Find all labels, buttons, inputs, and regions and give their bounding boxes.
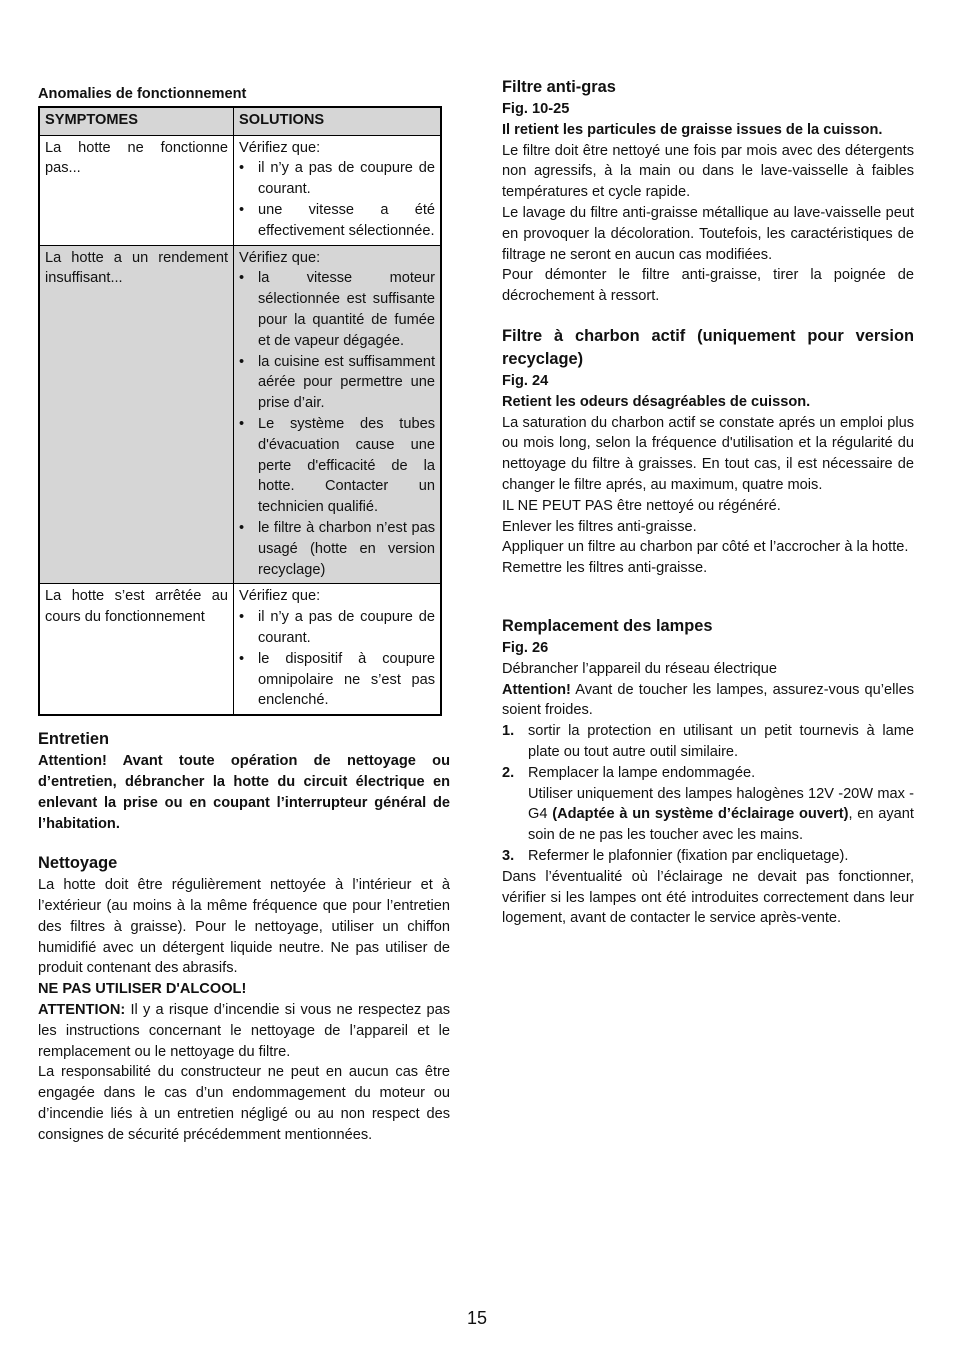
nettoyage-responsibility: La responsabilité du constructeur ne peut en aucun cas être engagée dans le cas d’un endommagement du moteur ou d’incendie liés à un entretien négligé ou au non respect des consignes de sécurité précédemment mentionnées.: [38, 1064, 450, 1143]
nettoyage-heading: Nettoyage: [38, 854, 118, 873]
header-solutions: SOLUTIONS: [234, 107, 442, 135]
solution-item: • le dispositif à coupure omnipolaire ne s’est pas enclenché.: [239, 649, 435, 711]
table-title: Anomalies de fonctionnement: [38, 86, 247, 102]
filtre-gras-paragraph: Le lavage du filtre anti-graisse métallique au lave-vaisselle peut en provoquer la décoloration. Toutefois, les caractéristiques de filtrage ne seront en aucun cas modifiées.: [502, 204, 914, 263]
solution-intro: Vérifiez que:: [239, 249, 321, 266]
filtre-charbon-paragraph: La saturation du charbon actif se constate aprés un emploi plus ou mois long, selon la fréquence d'utilisation et la régularité du nettoyage du filtre à graisses. En tout cas, il est nécessaire de changer le filtre aprés, au maximum, quatre mois.: [502, 414, 914, 493]
solution-item: • le filtre à charbon n’est pas usagé (hotte en version recyclage): [239, 518, 435, 580]
solution-cell: [234, 135, 442, 245]
nettoyage-attention: [38, 1000, 450, 1062]
attention-label: ATTENTION:: [38, 1002, 126, 1019]
solution-intro: Vérifiez que:: [239, 139, 321, 156]
filtre-charbon-paragraph: Remettre les filtres anti-graisse.: [502, 560, 708, 577]
filtre-charbon-heading: Filtre à charbon actif (uniquement pour version recyclage): [502, 326, 914, 368]
lampes-fig: Fig. 26: [502, 639, 549, 656]
solution-item: • il n’y a pas de coupure de courant.: [239, 158, 435, 200]
table-header-row: [39, 107, 441, 135]
solution-item: • Le système des tubes d'évacuation cause une perte d'efficacité de la hotte. Contacter un technicien qualifié.: [239, 414, 435, 518]
lampes-paragraph: Débrancher l’appareil du réseau électrique: [502, 660, 778, 677]
step-item: [502, 721, 914, 763]
solution-item: • il n’y a pas de coupure de courant.: [239, 607, 435, 649]
step-item: [502, 763, 914, 846]
attention-text: Avant de toucher les lampes, assurez-vous qu’elles soient froides.: [502, 681, 914, 719]
solution-item: • la cuisine est suffisamment aérée pour permettre une prise d’air.: [239, 352, 435, 414]
filtre-charbon-paragraph: Enlever les filtres anti-graisse.: [502, 518, 697, 535]
anomalies-table: [38, 106, 442, 716]
attention-text: Il y a risque d’incendie si vous ne respectez pas les instructions concernant le nettoyage de l’appareil et le remplacement ou le nettoyage du filtre.: [38, 1002, 450, 1060]
step-text: Refermer le plafonnier (fixation par encliquetage).: [528, 847, 849, 864]
lampes-heading: Remplacement des lampes: [502, 616, 713, 635]
table-row: [39, 135, 441, 245]
symptom-cell: La hotte ne fonctionne pas...: [39, 135, 234, 245]
filtre-gras-paragraph: Pour démonter le filtre anti-graisse, tirer la poignée de décrochement à ressort.: [502, 267, 914, 305]
lampes-paragraph: Dans l’éventualité où l’éclairage ne devait pas fonctionner, vérifier si les lampes ont été introduites correctement dans leur logement, avant de contacter le service après-vente.: [502, 868, 914, 927]
attention-label: Attention!: [502, 681, 571, 698]
filtre-gras-fig: Fig. 10-25: [502, 101, 570, 117]
symptom-cell: La hotte a un rendement insuffisant...: [39, 245, 234, 584]
lampes-attention: [502, 680, 914, 722]
filtre-charbon-paragraph: Appliquer un filtre au charbon par côté et l’accrocher à la hotte.: [502, 539, 909, 556]
step-number: 2.: [502, 764, 515, 781]
filtre-gras-heading: Filtre anti-gras: [502, 78, 616, 96]
step-text: sortir la protection en utilisant un petit tournevis à lame plate ou tout autre outil similaire.: [528, 723, 914, 760]
step-number: 1.: [502, 723, 515, 740]
step-item: [502, 846, 914, 867]
header-symptoms: SYMPTOMES: [39, 107, 234, 135]
table-row: [39, 584, 441, 715]
solution-cell: [234, 245, 442, 584]
step-text: , en ayant soin de ne pas les toucher avec les mains.: [528, 806, 914, 844]
solution-item: • la vitesse moteur sélectionnée est suffisante pour la quantité de fumée et de vapeur dégagée.: [239, 268, 435, 351]
step-text: Utiliser uniquement des lampes halogènes 12V -20W max - G4: [528, 785, 914, 823]
step-text-bold: (Adaptée à un système d’éclairage ouvert): [552, 806, 849, 823]
nettoyage-warning: NE PAS UTILISER D'ALCOOL!: [38, 981, 247, 998]
solution-cell: [234, 584, 442, 715]
entretien-heading: Entretien: [38, 730, 110, 749]
step-number: 3.: [502, 847, 515, 864]
solution-intro: Vérifiez que:: [239, 588, 321, 605]
filtre-gras-lead: Il retient les particules de graisse issues de la cuisson.: [502, 121, 883, 138]
table-row: [39, 245, 441, 584]
solution-list: [239, 607, 435, 711]
solution-list: [239, 268, 435, 580]
symptom-cell: La hotte s’est arrêtée au cours du fonctionnement: [39, 584, 234, 715]
filtre-charbon-fig: Fig. 24: [502, 372, 549, 389]
filtre-gras-paragraph: Le filtre doit être nettoyé une fois par mois avec des détergents non agressifs, à la main ou dans le lave-vaisselle à faibles températures et cycle rapide.: [502, 142, 914, 201]
filtre-charbon-lead: Retient les odeurs désagréables de cuisson.: [502, 393, 811, 410]
filtre-charbon-paragraph: IL NE PEUT PAS être nettoyé ou régénéré.: [502, 497, 781, 514]
nettoyage-paragraph: La hotte doit être régulièrement nettoyée à l’intérieur et à l’extérieur (au moins à la même fréquence que pour l’entretien des filtres à graisse). Pour le nettoyage, utiliser un chiffon humidifié avec un détergent liquide neutre. Ne pas utiliser de produit contenant des abrasifs.: [38, 877, 450, 977]
right-column: [502, 76, 914, 929]
left-column: [38, 84, 450, 1146]
page-number: 15: [466, 1308, 488, 1328]
step-text: Remplacer la lampe endommagée.: [528, 764, 756, 781]
solution-item: • une vitesse a été effectivement sélectionnée.: [239, 200, 435, 242]
lampes-steps: [502, 721, 914, 867]
solution-list: [239, 158, 435, 241]
entretien-attention: Attention! Avant toute opération de nettoyage ou d’entretien, débrancher la hotte du circuit électrique en enlevant la prise ou en coupant l’interrupteur général de l’habitation.: [38, 753, 450, 832]
